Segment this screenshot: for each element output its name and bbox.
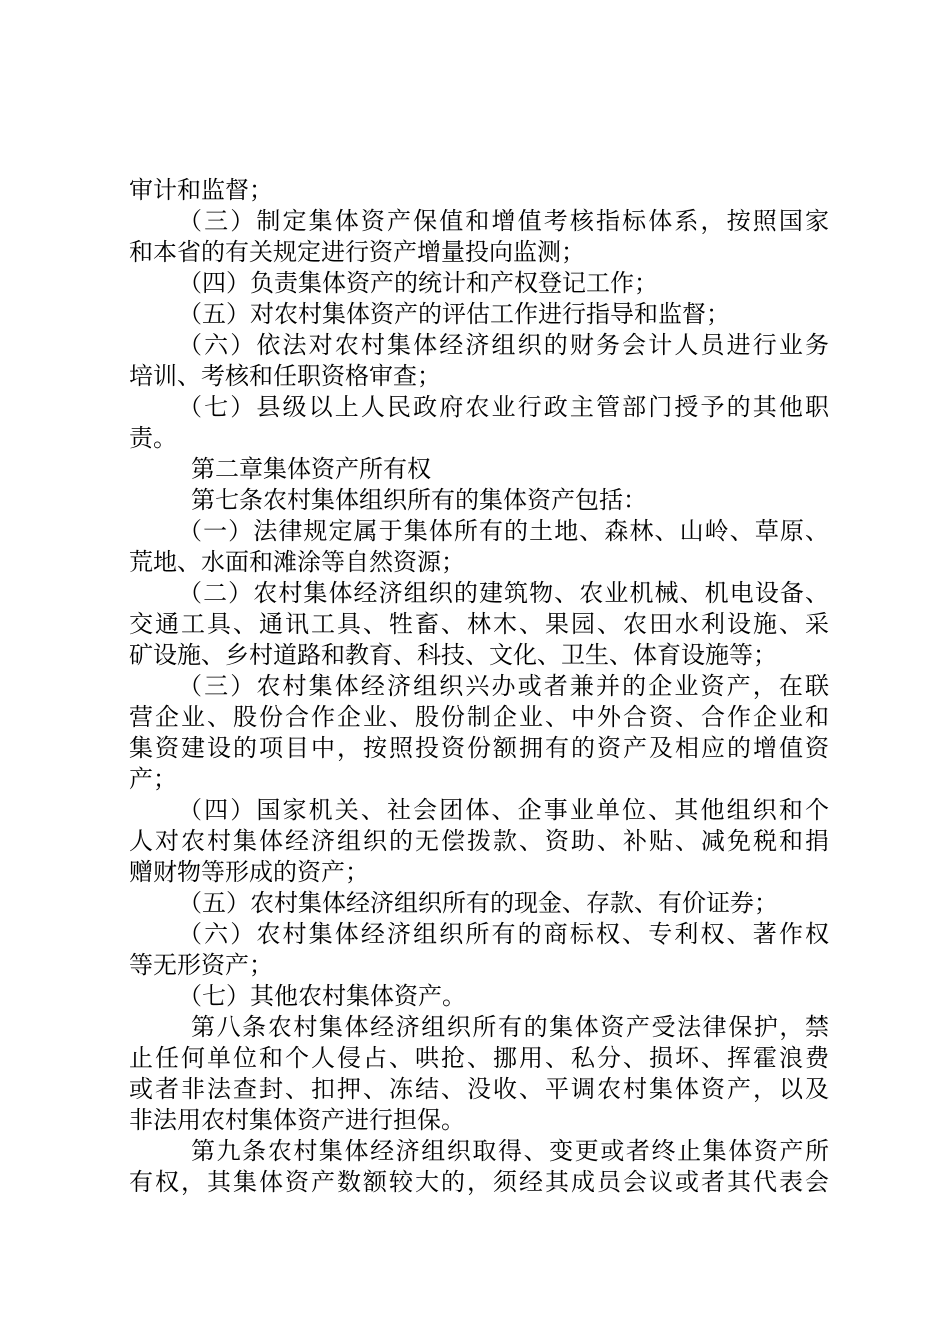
text-line: （一）法律规定属于集体所有的土地、森林、山岭、草原、: [178, 517, 829, 545]
text-line: （三）农村集体经济组织兴办或者兼并的企业资产，在联: [178, 672, 829, 700]
text-line: 审计和监督；: [129, 176, 273, 204]
text-line: 荒地、水面和滩涂等自然资源；: [129, 548, 465, 576]
text-line: 人对农村集体经济组织的无偿拨款、资助、补贴、减免税和捐: [129, 827, 829, 855]
text-line: 营企业、股份合作企业、股份制企业、中外合资、合作企业和: [129, 703, 829, 731]
text-line: 第七条农村集体组织所有的集体资产包括：: [191, 486, 647, 514]
text-line: 第八条农村集体经济组织所有的集体资产受法律保护，禁: [191, 1013, 829, 1041]
text-line: （四）负责集体资产的统计和产权登记工作；: [178, 269, 658, 297]
text-line: 产；: [129, 765, 177, 793]
text-line: （七）其他农村集体资产。: [178, 982, 466, 1010]
text-line: 集资建设的项目中，按照投资份额拥有的资产及相应的增值资: [129, 734, 829, 762]
text-line: （七）县级以上人民政府农业行政主管部门授予的其他职: [178, 393, 829, 421]
document-body: [129, 175, 829, 1198]
text-line: 赠财物等形成的资产；: [129, 858, 369, 886]
text-line: 止任何单位和个人侵占、哄抢、挪用、私分、损坏、挥霍浪费: [129, 1044, 829, 1072]
text-line: （四）国家机关、社会团体、企事业单位、其他组织和个: [178, 796, 829, 824]
text-line: 等无形资产；: [129, 951, 273, 979]
text-line: 培训、考核和任职资格审查；: [129, 362, 441, 390]
text-line: （二）农村集体经济组织的建筑物、农业机械、机电设备、: [178, 579, 829, 607]
text-line: 责。: [129, 424, 177, 452]
text-line: （五）农村集体经济组织所有的现金、存款、有价证券；: [178, 889, 778, 917]
text-line: （五）对农村集体资产的评估工作进行指导和监督；: [178, 300, 730, 328]
text-line: 第九条农村集体经济组织取得、变更或者终止集体资产所: [191, 1137, 829, 1165]
text-line: 交通工具、通讯工具、牲畜、林木、果园、农田水利设施、采: [129, 610, 829, 638]
text-line: （六）依法对农村集体经济组织的财务会计人员进行业务: [178, 331, 829, 359]
text-line: 矿设施、乡村道路和教育、科技、文化、卫生、体育设施等；: [129, 641, 777, 669]
text-line: （六）农村集体经济组织所有的商标权、专利权、著作权: [178, 920, 829, 948]
text-line: 非法用农村集体资产进行担保。: [129, 1106, 465, 1134]
text-line: 第二章集体资产所有权: [191, 455, 431, 483]
text-line: 或者非法查封、扣押、冻结、没收、平调农村集体资产，以及: [129, 1075, 829, 1103]
text-line: 有权，其集体资产数额较大的，须经其成员会议或者其代表会: [129, 1168, 829, 1196]
text-line: （三）制定集体资产保值和增值考核指标体系，按照国家: [178, 207, 829, 235]
text-line: 和本省的有关规定进行资产增量投向监测；: [129, 238, 585, 266]
